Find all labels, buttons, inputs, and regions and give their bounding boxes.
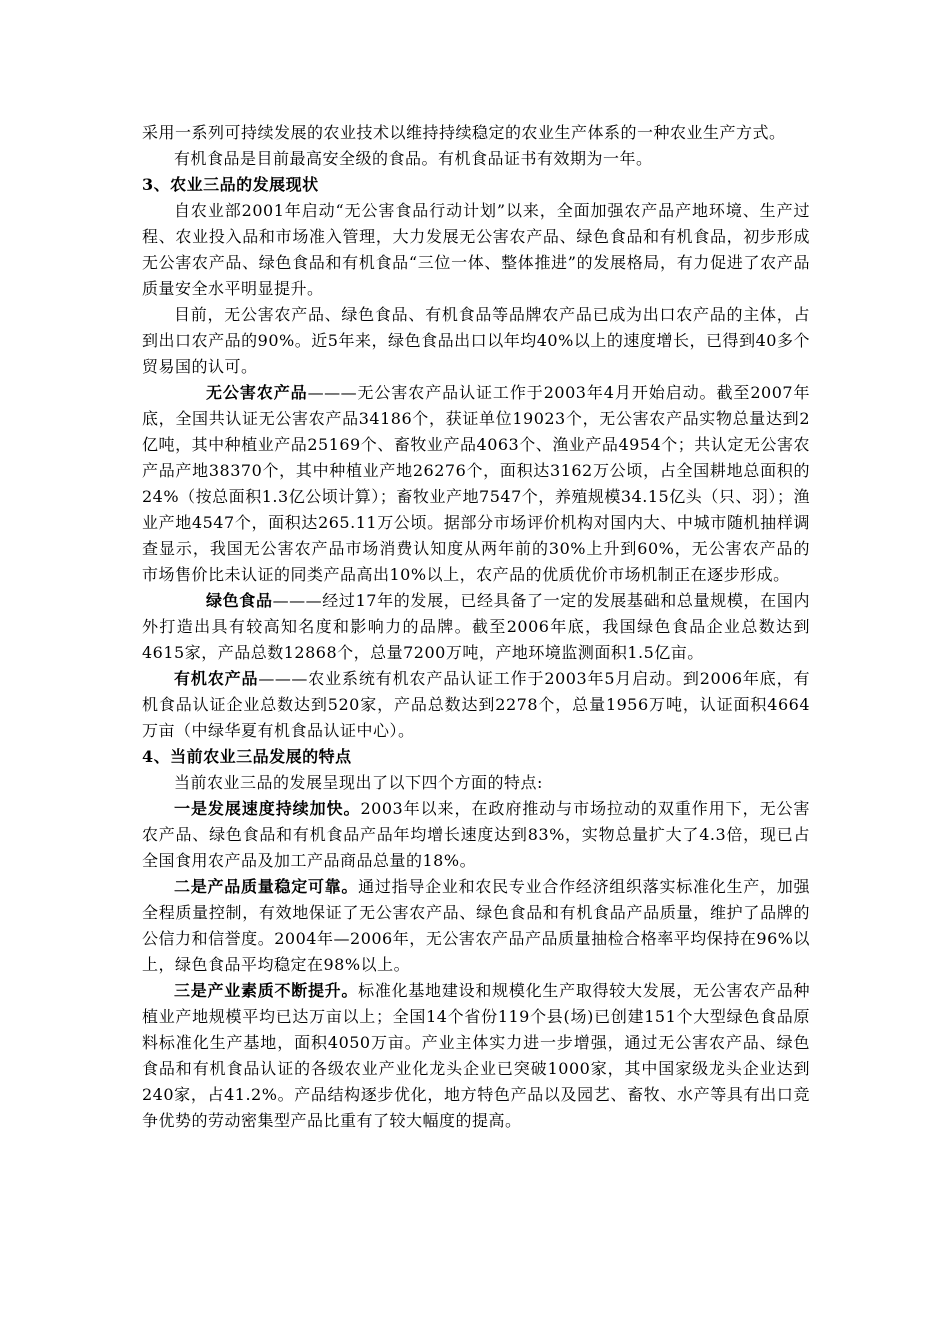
paragraph-feature-2-lead: 二是产品质量稳定可靠。 [174,877,359,896]
paragraph-feature-3-lead: 三是产业素质不断提升。 [174,981,359,1000]
paragraph-feature-1-lead: 一是发展速度持续加快。 [174,799,361,818]
section-heading-3 [142,172,810,198]
paragraph-4 [142,302,810,380]
paragraph-features-intro-text: 当前农业三品的发展呈现出了以下四个方面的特点: [174,773,543,792]
paragraph-feature-3 [142,978,810,1134]
paragraph-organic [142,666,810,744]
paragraph-pollution-free [142,380,810,588]
paragraph-green-food-text: ———经过17年的发展，已经具备了一定的发展基础和总量规模，在国内外打造出具有较高知名度和影响力的品牌。截至2006年底，我国绿色食品企业总数达到4615家，产品总数12868个，总量7200万吨，产地环境监测面积1.5亿亩。 [142,591,810,662]
paragraph-feature-2 [142,874,810,978]
paragraph-3-text: 自农业部2001年启动“无公害食品行动计划”以来，全面加强农产品产地环境、生产过程、农业投入品和市场准入管理，大力发展无公害农产品、绿色食品和有机食品，初步形成无公害农产品、绿色食品和有机食品“三位一体、整体推进”的发展格局，有力促进了农产品质量安全水平明显提升。 [142,201,810,298]
paragraph-feature-1-text: 2003年以来，在政府推动与市场拉动的双重作用下，无公害农产品、绿色食品和有机食品产品年均增长速度达到83%，实物总量扩大了4.3倍，现已占全国食用农产品及加工产品商品总量的18%。 [142,799,810,870]
section-heading-3-text: 3、农业三品的发展现状 [142,175,319,194]
paragraph-green-food-lead: 绿色食品 [206,591,273,610]
paragraph-3 [142,198,810,302]
paragraph-features-intro [142,770,810,796]
paragraph-2-text: 有机食品是目前最高安全级的食品。有机食品证书有效期为一年。 [174,149,653,168]
paragraph-pollution-free-text: ———无公害农产品认证工作于2003年4月开始启动。截至2007年底，全国共认证无公害农产品34186个，获证单位19023个，无公害农产品实物总量达到2亿吨，其中种植业产品25169个、畜牧业产品4063个、渔业产品4954个；共认定无公害农产品产地38370个，其中种植业产地26276个，面积达3162万公顷，占全国耕地总面积的24%（按总面积1.3亿公顷计算）；畜牧业产地7547个，养殖规模34.15亿头（只、羽）；渔业产地4547个，面积达265.11万公顷。据部分市场评价机构对国内大、中城市随机抽样调查显示，我国无公害农产品市场消费认知度从两年前的30%上升到60%，无公害农产品的市场售价比未认证的同类产品高出10%以上，农产品的优质优价市场机制正在逐步形成。 [142,383,810,584]
paragraph-organic-lead: 有机农产品 [174,669,259,688]
paragraph-organic-text: ———农业系统有机农产品认证工作于2003年5月启动。到2006年底，有机食品认证企业总数达到520家，产品总数达到2278个，总量1956万吨，认证面积4664万亩（中绿华夏有机食品认证中心）。 [142,669,810,740]
section-heading-4 [142,744,810,770]
paragraph-feature-1 [142,796,810,874]
paragraph-2 [142,146,810,172]
paragraph-4-text: 目前，无公害农产品、绿色食品、有机食品等品牌农产品已成为出口农产品的主体，占到出口农产品的90%。近5年来，绿色食品出口以年均40%以上的速度增长，已得到40多个贸易国的认可。 [142,305,810,376]
paragraph-pollution-free-lead: 无公害农产品 [206,383,308,402]
paragraph-green-food [142,588,810,666]
document-body [142,120,810,1134]
paragraph-1-text: 采用一系列可持续发展的农业技术以维持持续稳定的农业生产体系的一种农业生产方式。 [142,123,786,142]
paragraph-feature-2-text: 通过指导企业和农民专业合作经济组织落实标准化生产，加强全程质量控制，有效地保证了无公害农产品、绿色食品和有机食品产品质量，维护了品牌的公信力和信誉度。2004年—2006年，无公害农产品产品质量抽检合格率平均保持在96%以上，绿色食品平均稳定在98%以上。 [142,877,810,974]
section-heading-4-text: 4、当前农业三品发展的特点 [142,747,352,766]
paragraph-feature-3-text: 标准化基地建设和规模化生产取得较大发展，无公害农产品种植业产地规模平均已达万亩以上；全国14个省份119个县(场)已创建151个大型绿色食品原料标准化生产基地，面积4050万亩。产业主体实力进一步增强，通过无公害农产品、绿色食品和有机食品认证的各级农业产业化龙头企业已突破1000家，其中国家级龙头企业达到240家，占41.2%。产品结构逐步优化，地方特色产品以及园艺、畜牧、水产等具有出口竞争优势的劳动密集型产品比重有了较大幅度的提高。 [142,981,810,1130]
paragraph-1 [142,120,810,146]
